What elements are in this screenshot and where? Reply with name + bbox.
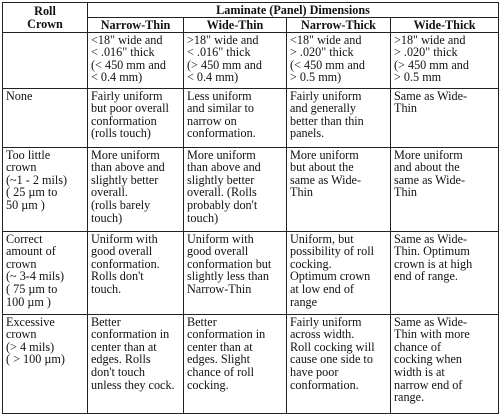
row-label-too-little-crown: Too little crown (~1 - 2 mils) ( 25 µm to 50 µm ) xyxy=(3,147,88,231)
table-cell: Fairly uniform across width. Roll cocking will cause one side to have poor conformation. xyxy=(287,314,391,413)
column-header-narrow-thin: Narrow-Thin xyxy=(88,18,184,33)
table-row xyxy=(3,88,499,147)
column-header-wide-thin: Wide-Thin xyxy=(184,18,287,33)
laminate-dimensions-header: Laminate (Panel) Dimensions xyxy=(88,3,499,18)
table-cell: Uniform with good overall conformation. Rolls don't touch. xyxy=(88,231,184,314)
roll-crown-laminate-table xyxy=(2,2,499,414)
spec-narrow-thick: <18" wide and > .020" thick (< 450 mm and > 0.5 mm) xyxy=(287,32,391,88)
table-cell: More uniform than above and slightly better overall. (Rolls probably don't touch) xyxy=(184,147,287,231)
table-cell: Fairly uniform and generally better than thin panels. xyxy=(287,88,391,147)
row-label-excessive-crown: Excessive crown (> 4 mils) ( > 100 µm) xyxy=(3,314,88,413)
table-cell: Better conformation in center than at edges. Slight chance of roll cocking. xyxy=(184,314,287,413)
spec-wide-thin: >18" wide and < .016" thick (> 450 mm and < 0.4 mm) xyxy=(184,32,287,88)
table-cell: Same as Wide- Thin with more chance of cocking when width is at narrow end of range. xyxy=(391,314,499,413)
spec-narrow-thin: <18" wide and < .016" thick (< 450 mm and < 0.4 mm) xyxy=(88,32,184,88)
table-row xyxy=(3,231,499,314)
table-cell: More uniform and about the same as Wide- Thin xyxy=(391,147,499,231)
row-label-none: None xyxy=(3,88,88,147)
header-row-top xyxy=(3,3,499,18)
table-cell: Better conformation in center than at edges. Rolls don't touch unless they cock. xyxy=(88,314,184,413)
table-cell: More uniform but about the same as Wide- Thin xyxy=(287,147,391,231)
roll-crown-header: Roll Crown xyxy=(3,3,88,33)
table-cell: More uniform than above and slightly better overall. (rolls barely touch) xyxy=(88,147,184,231)
table-cell: Uniform, but possibility of roll cocking. Optimum crown at low end of range xyxy=(287,231,391,314)
table-cell: Same as Wide- Thin xyxy=(391,88,499,147)
table-cell: Less uniform and similar to narrow on conformation. xyxy=(184,88,287,147)
table-cell: Uniform with good overall conformation but slightly less than Narrow-Thin xyxy=(184,231,287,314)
table-row xyxy=(3,314,499,413)
spec-row-label xyxy=(3,32,88,88)
table-row xyxy=(3,147,499,231)
row-label-correct-crown: Correct amount of crown (~ 3-4 mils) ( 75 µm to 100 µm ) xyxy=(3,231,88,314)
roll-crown-table-container xyxy=(2,2,498,411)
table-cell: Same as Wide- Thin. Optimum crown is at high end of range. xyxy=(391,231,499,314)
table-cell: Fairly uniform but poor overall conformation (rolls touch) xyxy=(88,88,184,147)
spec-wide-thick: >18" wide and > .020" thick (> 450 mm and > 0.5 mm xyxy=(391,32,499,88)
column-header-narrow-thick: Narrow-Thick xyxy=(287,18,391,33)
spec-row xyxy=(3,32,499,88)
column-header-wide-thick: Wide-Thick xyxy=(391,18,499,33)
